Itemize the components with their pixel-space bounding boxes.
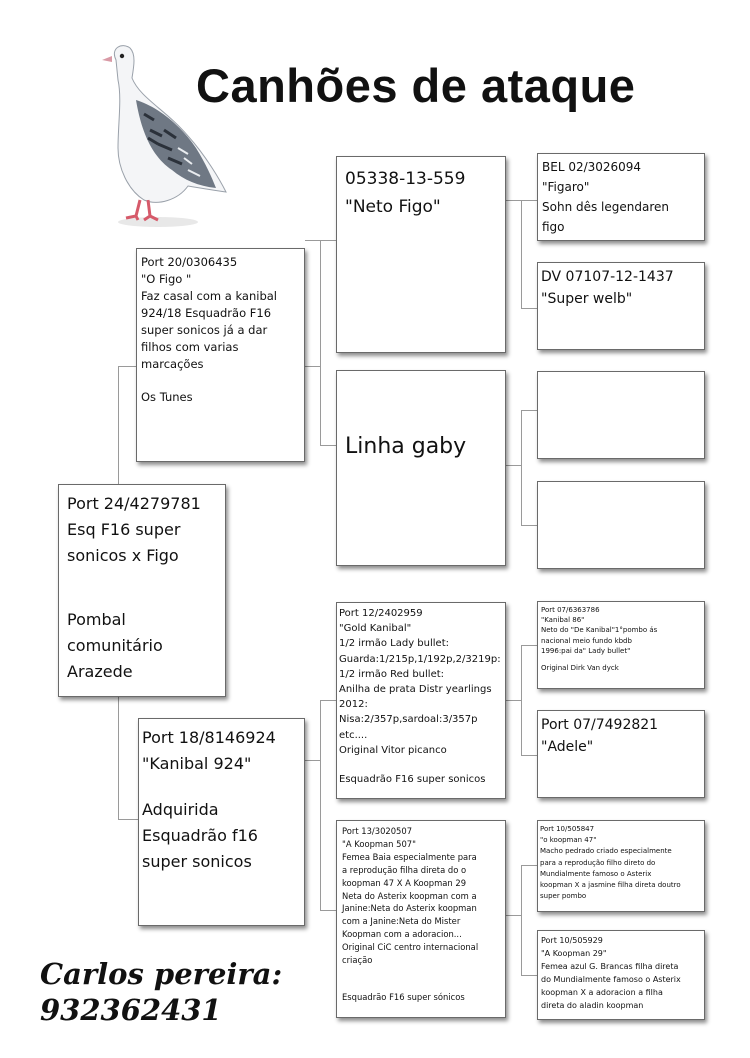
fff-box	[537, 153, 705, 241]
mm-owner: Esquadrão F16 super sónicos	[342, 991, 465, 1002]
mother-box	[138, 718, 305, 926]
fmm-box	[537, 481, 705, 569]
mmf-text: Port 10/505847 "o koopman 47" Macho pedrado criado especialmente para a reprodução filho direto do Mundialmente famoso o Asterix koopman X a jasmine filha direta doutro super pombo	[540, 825, 681, 901]
fmf-box	[537, 371, 705, 459]
contact-name: Carlos pereira:	[40, 957, 283, 991]
mfm-box	[537, 710, 705, 798]
ff-name: "Neto Figo"	[345, 197, 441, 217]
father-ring: Port 20/0306435	[141, 255, 238, 269]
mf-box	[336, 602, 506, 799]
mmm-box	[537, 930, 705, 1020]
subject-lines: Esq F16 super sonicos x Figo	[67, 520, 181, 565]
mother-name: "Kanibal 924"	[142, 754, 252, 773]
mfm-name: "Adele"	[541, 739, 594, 755]
ffm-box	[537, 262, 705, 350]
contact-phone: 932362431	[40, 993, 222, 1027]
subject-owner: Pombal comunitário Arazede	[67, 610, 163, 681]
mf-owner: Esquadrão F16 super sonicos	[339, 774, 486, 786]
mf-text: Port 12/2402959 "Gold Kanibal" 1/2 irmão Lady bullet: Guarda:1/215p,1/192p,2/3219p: 1/2 irmão Red bullet: Anilha de prata Distr yearlings 2012: Nisa:2/357p,sardoal:3/357p etc.... Original Vitor picanco	[339, 608, 501, 756]
fff-text: BEL 02/3026094 "Figaro" Sohn dês legendaren figo	[542, 160, 670, 234]
subject-ring: Port 24/4279781	[67, 494, 201, 513]
father-name: "O Figo "	[141, 272, 192, 286]
mm-text: Port 13/3020507 "A Koopman 507" Femea Baia especialmente para a reprodução filha direta do o koopman 47 X A Koopman 29 Neta do Asterix koopman com a Janine:Neta do Asterix koopman com a Janine:Neta do Mister Koopman com a adoracion... Original CiC centro internacional criação	[342, 826, 479, 966]
ff-box	[336, 156, 506, 353]
mother-ring: Port 18/8146924	[142, 728, 276, 747]
page-title: Canhões de ataque	[196, 59, 636, 112]
father-owner: Os Tunes	[141, 390, 193, 404]
mmm-text: Port 10/505929 "A Koopman 29" Femea azul G. Brancas filha direta do Mundialmente famoso o Asterix koopman X a adoracion a filha direta do aladin koopman	[541, 936, 681, 1010]
fm-box	[336, 370, 506, 566]
ff-ring: 05338-13-559	[345, 169, 466, 189]
fm-name: Linha gaby	[345, 434, 467, 459]
father-box	[136, 248, 305, 462]
subject-box	[58, 484, 226, 697]
pigeon-photo	[88, 40, 228, 230]
mother-desc: Adquirida Esquadrão f16 super sonicos	[142, 800, 258, 871]
mmf-box	[537, 820, 705, 912]
mff-box	[537, 601, 705, 689]
ffm-ring: DV 07107-12-1437	[541, 269, 674, 285]
mff-owner: Original Dirk Van dyck	[541, 664, 619, 673]
father-desc: Faz casal com a kanibal 924/18 Esquadrão F16 super sonicos já a dar filhos com varias marcações	[141, 289, 278, 371]
mfm-ring: Port 07/7492821	[541, 717, 659, 733]
mm-box	[336, 820, 506, 1018]
mff-text: Port 07/6363786 "Kanibal 86" Neto do "De Kanibal"1°pombo ás nacional meio fundo kbdb 1996:pai da" Lady bullet"	[541, 606, 658, 655]
ffm-name: "Super welb"	[541, 291, 633, 307]
